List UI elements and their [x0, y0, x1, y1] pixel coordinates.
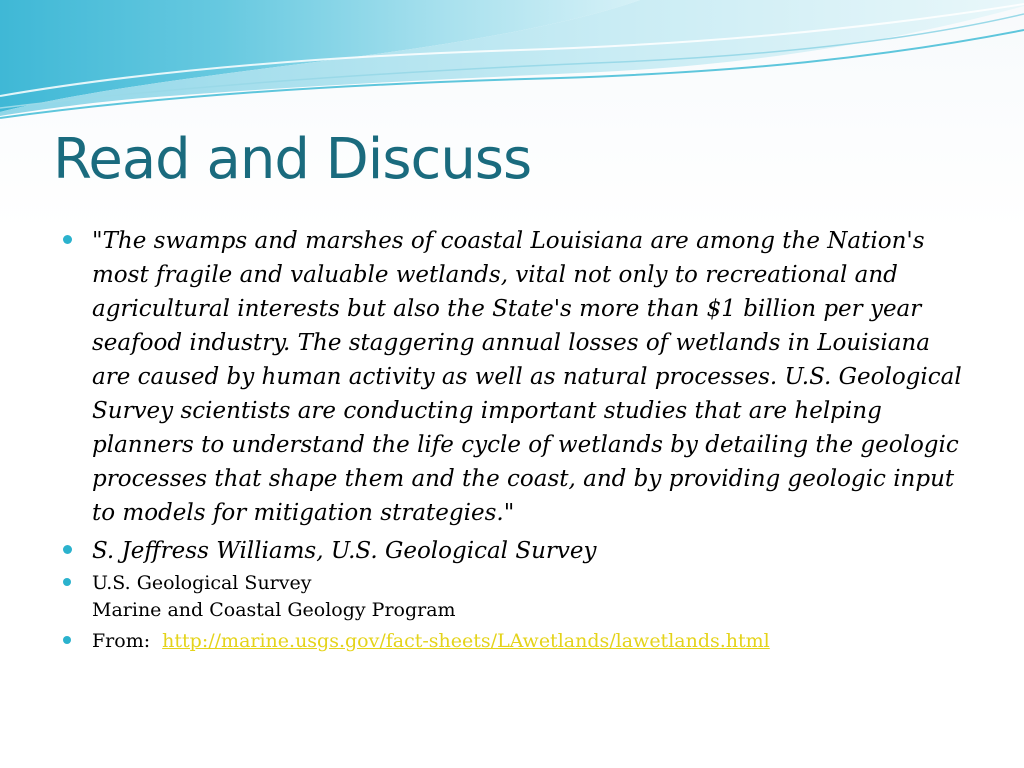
bullet-dot-icon [63, 235, 72, 244]
bullet-author [60, 534, 970, 568]
author-text: S. Jeffress Williams, U.S. Geological Survey [92, 538, 597, 564]
quote-text: "The swamps and marshes of coastal Louisiana are among the Nation's most fragile and valuable wetlands, vital not only to recreational and agricultural interests but also the State's more than $1 billion per year seafood industry. The staggering annual losses of wetlands in Louisiana are caused by human activity as well as natural processes. U.S. Geological Survey scientists are conducting important studies that are helping planners to understand the life cycle of wetlands by detailing the geologic processes that shape them and the coast, and by providing geologic input to models for mitigation strategies." [92, 228, 962, 526]
source-line-2: Marine and Coastal Geology Program [92, 599, 456, 621]
bullet-quote [60, 224, 970, 530]
bullet-from [60, 628, 970, 655]
source-link[interactable]: http://marine.usgs.gov/fact-sheets/LAwetlands/lawetlands.html [162, 630, 770, 652]
bullet-list [60, 224, 970, 655]
wave-banner [0, 0, 1024, 120]
from-label: From: [92, 630, 151, 652]
source-line-1: U.S. Geological Survey [92, 572, 312, 594]
bullet-dot-icon [63, 578, 71, 586]
bullet-source [60, 570, 970, 624]
bullet-dot-icon [63, 545, 72, 554]
slide-title: Read and Discuss [53, 127, 532, 192]
bullet-dot-icon [63, 636, 71, 644]
